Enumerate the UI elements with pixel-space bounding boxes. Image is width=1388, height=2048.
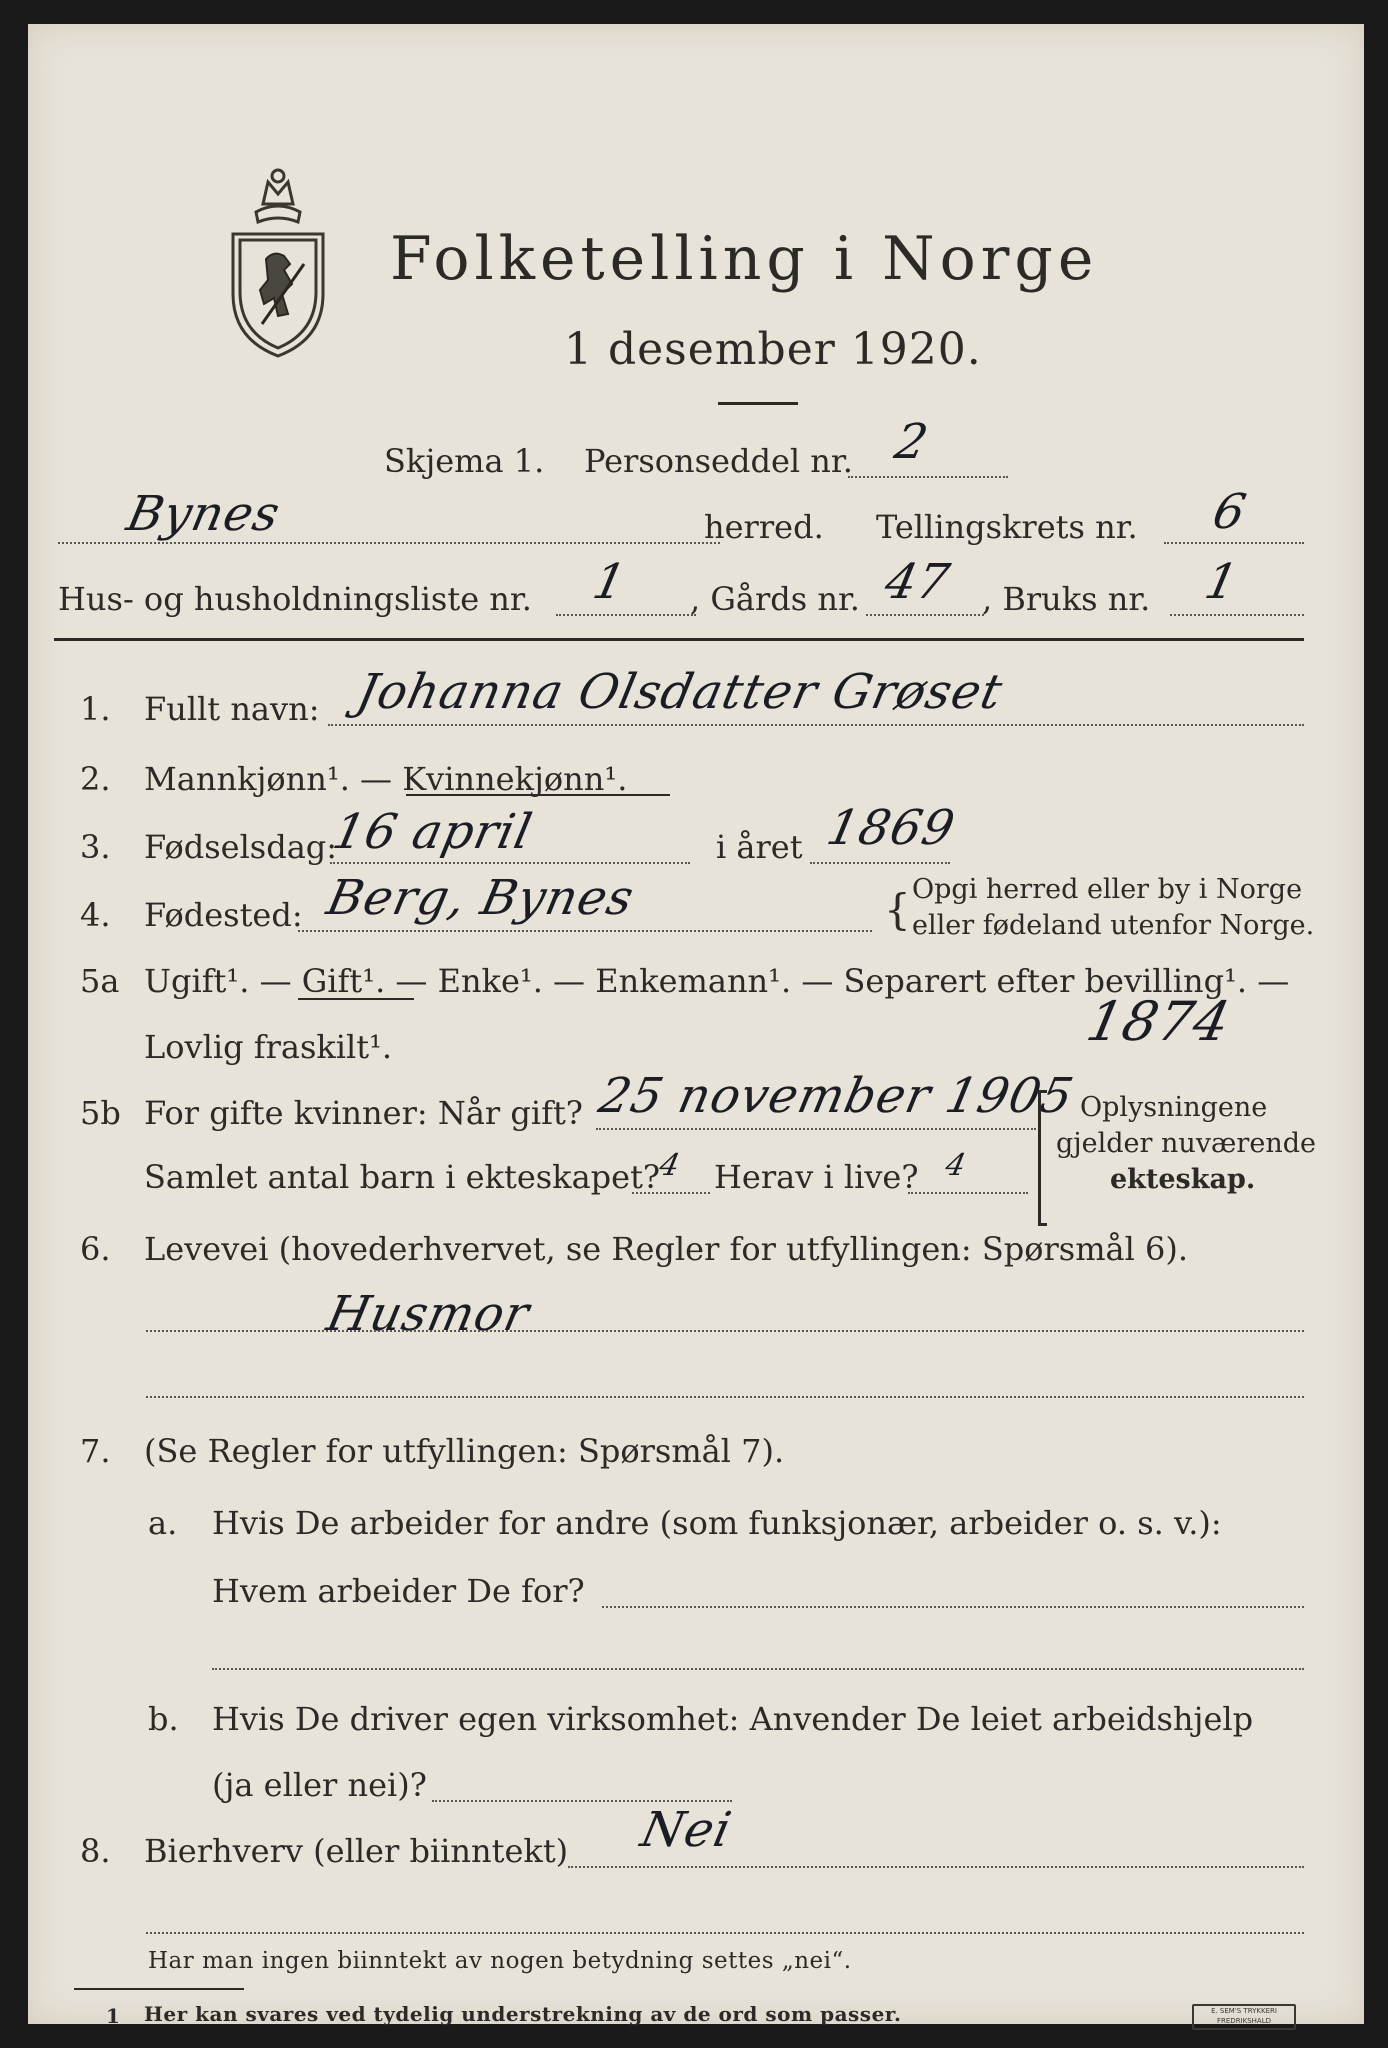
q3-year-field-line [810, 862, 950, 864]
skjema-label: Skjema 1. [384, 442, 545, 480]
q5b-alive-field-line [908, 1192, 1028, 1194]
q5a-label-line-2: Lovlig fraskilt¹. [144, 1028, 393, 1066]
husliste-field-line [556, 614, 696, 616]
q3-label: Fødselsdag: [144, 828, 338, 866]
q1-label: Fullt navn: [144, 690, 320, 728]
q4-birthplace-value[interactable]: Berg, Bynes [322, 870, 640, 926]
q7-label: (Se Regler for utfyllingen: Spørsmål 7). [144, 1432, 785, 1470]
footnote-number: 1 [106, 2004, 121, 2028]
q2-kvinnekjonn-underline [406, 794, 670, 796]
q7-number: 7. [80, 1432, 111, 1470]
gards-field-line [866, 614, 984, 616]
herred-value[interactable]: Bynes [122, 486, 286, 542]
q8-field-line-2 [146, 1932, 1304, 1934]
q5b-number: 5b [80, 1094, 121, 1132]
bruks-label: , Bruks nr. [982, 580, 1151, 618]
printer-mark-line-2: FREDRIKSHALD [1216, 2017, 1271, 2025]
q7b-letter: b. [148, 1700, 179, 1738]
herred-field-line [58, 542, 720, 544]
husliste-label: Hus- og husholdningsliste nr. [58, 580, 532, 618]
q4-field-line [298, 930, 872, 932]
q5b-alive-value[interactable]: 4 [942, 1148, 970, 1183]
q5b-note-line-1: Oplysningene [1080, 1092, 1268, 1123]
q5b-label: For gifte kvinner: Når gift? [144, 1094, 583, 1132]
q5a-number: 5a [80, 962, 120, 1000]
q5a-label: Ugift¹. — Gift¹. — Enke¹. — Enkemann¹. — Separert efter bevilling¹. — [144, 962, 1290, 1000]
header-divider [54, 638, 1304, 641]
q5a-margin-note: 1874 [1081, 990, 1237, 1053]
bruks-value[interactable]: 1 [1200, 554, 1244, 610]
q4-label: Fødested: [144, 896, 303, 934]
tellingskrets-label: Tellingskrets nr. [876, 508, 1138, 546]
q6-field-line-2 [146, 1396, 1304, 1398]
husliste-value[interactable]: 1 [588, 554, 632, 610]
q4-note-line-1: Opgi herred eller by i Norge [912, 874, 1303, 905]
q1-number: 1. [80, 690, 111, 728]
q5b-children-field-line [632, 1192, 710, 1194]
q8-side-income-value[interactable]: Nei [636, 1802, 737, 1858]
q7b-label: Hvis De driver egen virksomhet: Anvender De leiet arbeidshjelp [212, 1700, 1254, 1738]
personseddel-field-line [848, 476, 1008, 478]
q5b-note-line-2: gjelder nuværende [1056, 1128, 1316, 1159]
printer-mark [1192, 2004, 1296, 2030]
q3-year-value[interactable]: 1869 [822, 800, 961, 856]
footnote-divider [74, 1988, 244, 1990]
tellingskrets-field-line [1164, 542, 1304, 544]
q4-note-line-2: eller fødeland utenfor Norge. [912, 910, 1315, 941]
q6-label: Levevei (hovederhvervet, se Regler for utfyllingen: Spørsmål 6). [144, 1230, 1189, 1268]
census-date: 1 desember 1920. [564, 324, 982, 375]
q7a-letter: a. [148, 1504, 178, 1542]
q4-number: 4. [80, 896, 111, 934]
q5b-alive-label: Herav i live? [714, 1158, 919, 1196]
form-title: Folketelling i Norge [390, 224, 1099, 294]
gards-value[interactable]: 47 [880, 554, 956, 610]
q7a-field-line-2 [212, 1668, 1304, 1670]
personseddel-label: Personseddel nr. [584, 442, 853, 480]
q7b-label-line-2: (ja eller nei)? [212, 1766, 427, 1804]
q2-number: 2. [80, 760, 111, 798]
printer-mark-line-1: E. SEM'S TRYKKERI [1211, 2007, 1277, 2015]
title-divider [718, 402, 798, 405]
q3-year-label: i året [716, 828, 803, 866]
q2-label: Mannkjønn¹. — Kvinnekjønn¹. [144, 760, 628, 798]
footer-note: Har man ingen biinntekt av nogen betydning settes „nei“. [148, 1948, 852, 1974]
q4-brace: { [884, 885, 911, 934]
q5a-gift-underline [298, 998, 414, 1000]
q3-number: 3. [80, 828, 111, 866]
footnote-text: Her kan svares ved tydelig understrekning av de ord som passer. [144, 2002, 902, 2026]
q5b-field-line [596, 1128, 1036, 1130]
personseddel-value[interactable]: 2 [890, 414, 934, 470]
gards-label: , Gårds nr. [690, 580, 860, 618]
q5b-children-label: Samlet antal barn i ekteskapet? [144, 1158, 661, 1196]
q6-number: 6. [80, 1230, 111, 1268]
q1-full-name-value[interactable]: Johanna Olsdatter Grøset [352, 664, 1008, 720]
census-form-page [28, 24, 1364, 2028]
tellingskrets-value[interactable]: 6 [1208, 484, 1252, 540]
q7a-label: Hvis De arbeider for andre (som funksjonær, arbeider o. s. v.): [212, 1504, 1222, 1542]
q1-field-line [328, 724, 1304, 726]
norwegian-coat-of-arms-icon [218, 164, 338, 364]
q7a-label-line-2: Hvem arbeider De for? [212, 1572, 585, 1610]
q8-number: 8. [80, 1832, 111, 1870]
q3-field-line [330, 862, 690, 864]
q5b-children-value[interactable]: 4 [656, 1148, 684, 1183]
q7a-field-line-1 [602, 1606, 1304, 1608]
q6-field-line-1 [146, 1330, 1304, 1332]
q5b-married-date-value[interactable]: 25 november 1905 [594, 1068, 1079, 1124]
q5b-bracket [1038, 1090, 1047, 1226]
bruks-field-line [1170, 614, 1304, 616]
q3-birthday-value[interactable]: 16 april [328, 804, 538, 860]
herred-label: herred. [704, 508, 824, 546]
q6-occupation-value[interactable]: Husmor [322, 1286, 535, 1342]
q5b-note-line-3: ekteskap. [1110, 1164, 1256, 1195]
q8-label: Bierhverv (eller biinntekt) [144, 1832, 569, 1870]
q8-field-line-1 [568, 1866, 1304, 1868]
